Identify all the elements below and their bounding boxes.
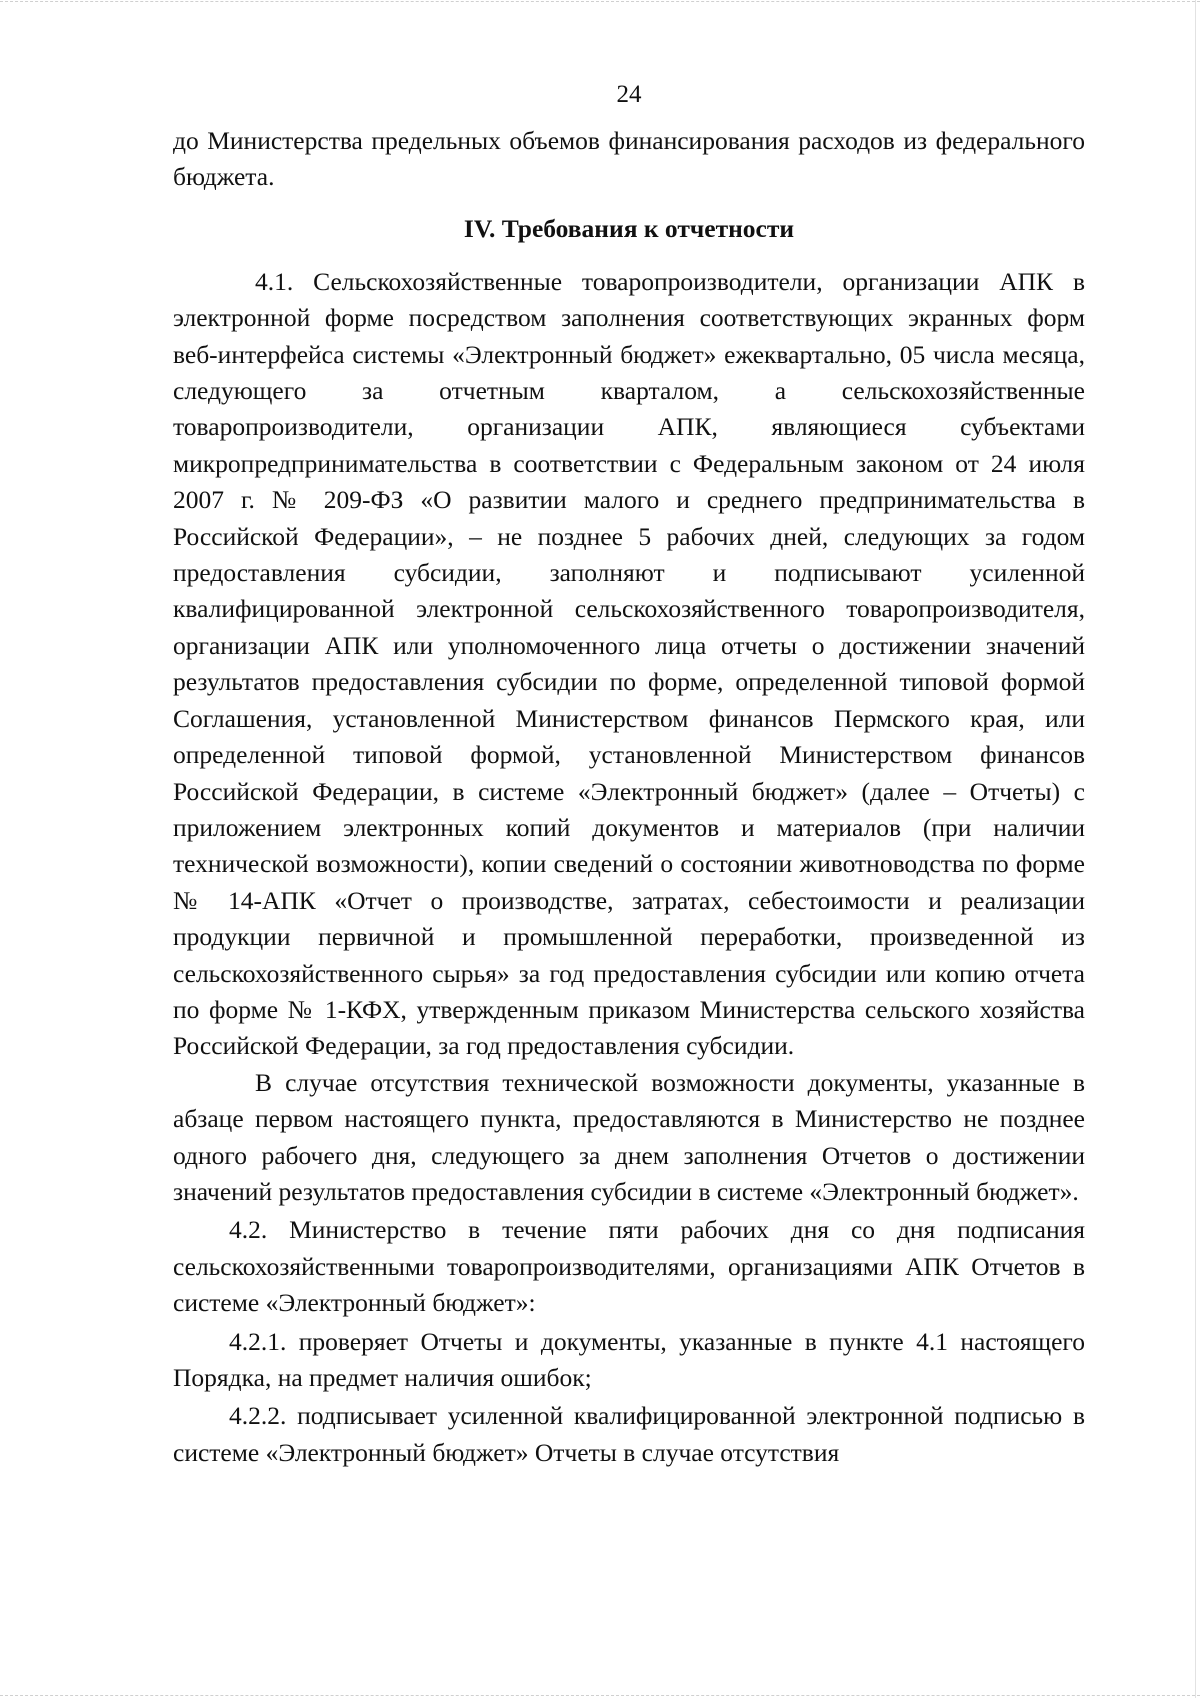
document-body — [173, 123, 1085, 1471]
scan-edge-right — [1195, 0, 1196, 1698]
paragraph-4-2: 4.2. Министерство в течение пяти рабочих дня со дня подписания сельскохозяйственными товаропроизводителями, организациями АПК Отчетов в системе «Электронный бюджет»: — [173, 1215, 1085, 1318]
scan-edge-top — [0, 1, 1200, 2]
paragraph-no-technical-possibility: В случае отсутствия технической возможности документы, указанные в абзаце первом настоящего пункта, предоставляются в Министерство не позднее одного рабочего дня, следующего за днем заполнения Отчетов о достижении значений результатов предоставления субсидии в системе «Электронный бюджет». — [173, 1067, 1085, 1206]
page-number: 24 — [616, 81, 642, 108]
scan-edge-bottom — [0, 1695, 1200, 1696]
paragraph-4-2-1: 4.2.1. проверяет Отчеты и документы, указанные в пункте 4.1 настоящего Порядка, на предмет наличия ошибок; — [173, 1326, 1085, 1392]
paragraph-4-1: 4.1. Сельскохозяйственные товаропроизводители, организации АПК в электронной форме посредством заполнения соответствующих экранных форм веб-интерфейса системы «Электронный бюджет» ежеквартально, 05 числа месяца, следующего за отчетным кварталом, а сельскохозяйственные товаропроизводители, организации АПК, являющиеся субъектами микропредпринимательства в соответствии с Федеральным законом от 24 июля 2007 г. № 209-ФЗ «О развитии малого и среднего предпринимательства в Российской Федерации», – не позднее 5 рабочих дней, следующих за годом предоставления субсидии, заполняют и подписывают усиленной квалифицированной электронной сельскохозяйственного товаропроизводителя, организации АПК или уполномоченного лица отчеты о достижении значений результатов предоставления субсидии по форме, определенной типовой формой Соглашения, установленной Министерством финансов Пермского края, или определенной типовой формой, установленной Министерством финансов Российской Федерации, в системе «Электронный бюджет» (далее – Отчеты) с приложением электронных копий документов и материалов (при наличии технической возможности), копии сведений о состоянии животноводства по форме № 14-АПК «Отчет о производстве, затратах, себестоимости и реализации продукции первичной и промышленной переработки, произведенной из сельскохозяйственного сырья» за год предоставления субсидии или копию отчета по форме № 1-КФХ, утвержденным приказом Министерства сельского хозяйства Российской Федерации, за год предоставления субсидии. — [173, 266, 1085, 1061]
paragraph-4-2-2: 4.2.2. подписывает усиленной квалифицированной электронной подписью в системе «Электронный бюджет» Отчеты в случае отсутствия — [173, 1401, 1085, 1467]
continuation-paragraph: до Министерства предельных объемов финансирования расходов из федерального бюджета. — [173, 126, 1085, 192]
section-heading: IV. Требования к отчетности — [463, 213, 795, 243]
